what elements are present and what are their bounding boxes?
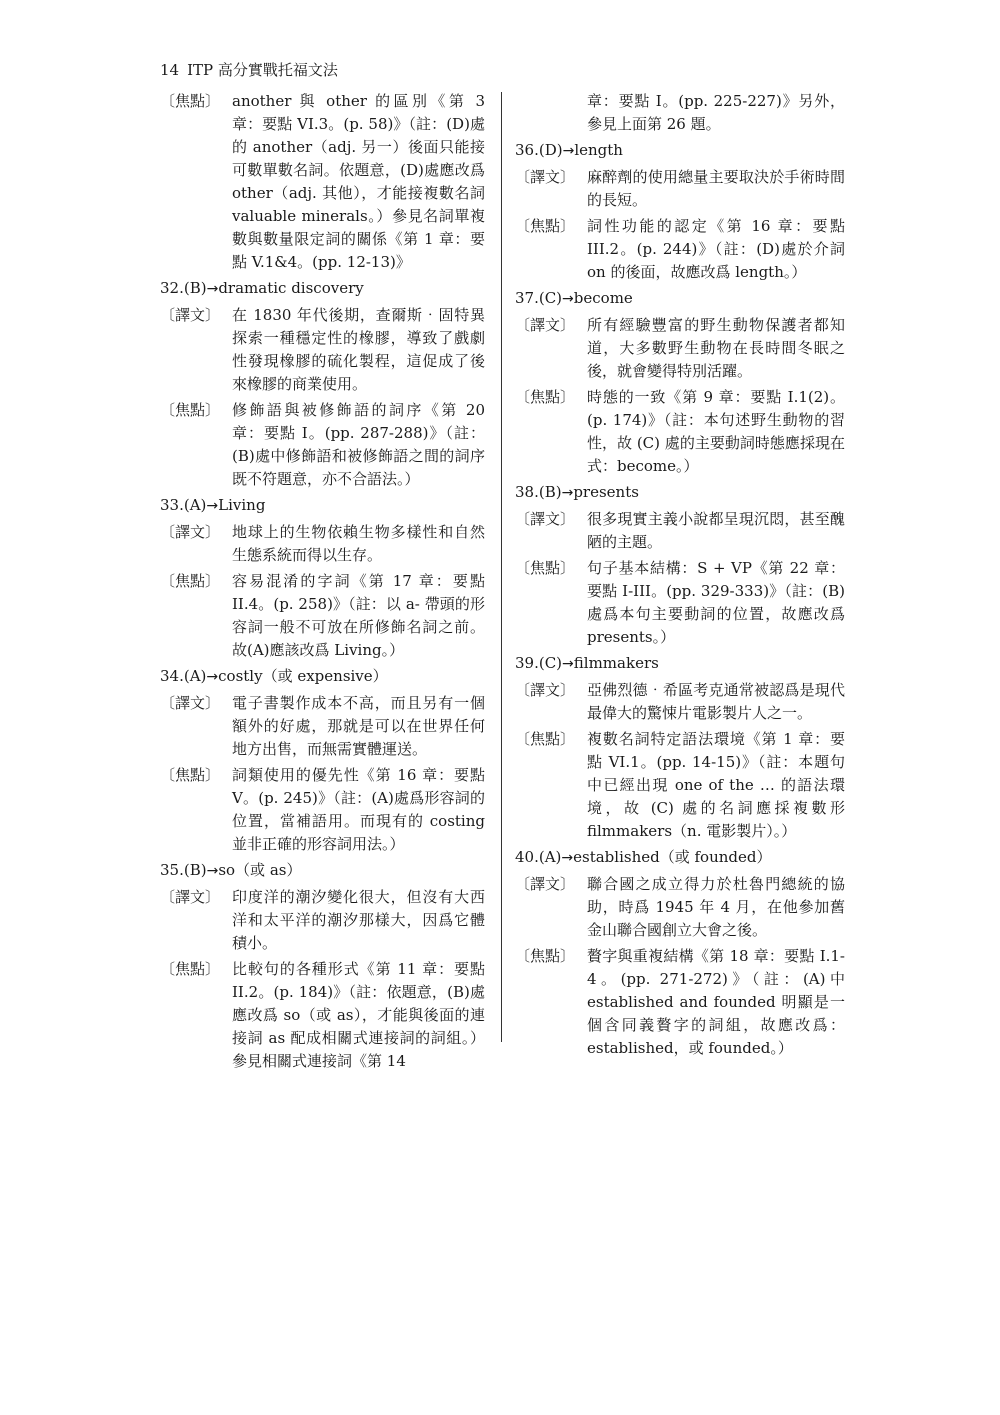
translation-tag: 〔譯文〕 (515, 168, 576, 186)
focus-entry (160, 764, 485, 856)
translation-text: 麻醉劑的使用總量主要取決於手術時間的長短。 (587, 168, 845, 209)
focus-tag: 〔焦點〕 (515, 388, 576, 406)
focus-text: 詞性功能的認定《第 16 章：要點 III.2。(p. 244)》（註：(D)處於介詞 on 的後面，故應改爲 length。） (587, 217, 845, 281)
translation-entry (160, 304, 485, 396)
page-header (160, 58, 338, 82)
translation-tag: 〔譯文〕 (160, 306, 221, 324)
arrow-icon: → (206, 498, 219, 514)
translation-tag: 〔譯文〕 (515, 875, 576, 893)
item-number: 37.(C) (515, 289, 563, 307)
arrow-icon: → (561, 485, 574, 501)
page-number: 14 (160, 61, 180, 79)
answer-heading (160, 859, 485, 883)
answer-item-34 (160, 665, 485, 856)
correct-answer: become (573, 289, 633, 307)
correct-answer: Living (218, 496, 266, 514)
focus-entry (515, 557, 845, 649)
focus-tag: 〔焦點〕 (515, 559, 576, 577)
translation-text: 聯合國之成立得力於杜魯門總統的協助，時爲 1945 年 4 月，在他參加舊金山聯合國創立大會之後。 (587, 875, 845, 939)
answer-heading (515, 846, 845, 870)
focus-text: 贅字與重複結構《第 18 章：要點 I.1-4。(pp. 271-272)》（註：(A)中 established and founded 明顯是一個含同義贅字的詞組，故應改爲：established，或 founded。） (587, 947, 845, 1057)
focus-tag: 〔焦點〕 (515, 947, 576, 965)
focus-text: 時態的一致《第 9 章：要點 I.1(2)。(p. 174)》（註：本句述野生動物的習性，故 (C) 處的主要動詞時態應採現在式：become。） (587, 388, 845, 475)
focus-tag: 〔焦點〕 (160, 92, 221, 110)
answer-item-37 (515, 287, 845, 478)
correct-answer: established（或 founded） (573, 848, 772, 866)
focus-entry (515, 386, 845, 478)
translation-tag: 〔譯文〕 (160, 694, 221, 712)
answer-item-35 (160, 859, 485, 1073)
translation-text: 在 1830 年代後期，查爾斯‧固特異探索一種穩定性的橡膠，導致了戲劇性發現橡膠的硫化製程，這促成了後來橡膠的商業使用。 (232, 306, 485, 393)
right-column (515, 90, 845, 1063)
focus-entry (515, 945, 845, 1060)
focus-entry (160, 958, 485, 1073)
translation-entry (160, 886, 485, 955)
translation-entry (515, 508, 845, 554)
item-number: 32.(B) (160, 279, 207, 297)
translation-entry (160, 692, 485, 761)
translation-text: 很多現實主義小說都呈現沉悶，甚至醜陋的主題。 (587, 510, 845, 551)
translation-tag: 〔譯文〕 (160, 888, 221, 906)
arrow-icon: → (206, 863, 219, 879)
answer-item-38 (515, 481, 845, 649)
focus-entry (515, 215, 845, 284)
answer-heading (515, 287, 845, 311)
item-number: 38.(B) (515, 483, 562, 501)
answer-item-32 (160, 277, 485, 491)
focus-tag: 〔焦點〕 (160, 960, 221, 978)
focus-text: 句子基本結構：S + VP《第 22 章：要點 I-III。(pp. 329-333)》（註：(B)處爲本句主要動詞的位置，故應改爲 presents。） (587, 559, 845, 646)
correct-answer: costly（或 expensive） (218, 667, 388, 685)
answer-item-40 (515, 846, 845, 1060)
translation-entry (515, 166, 845, 212)
correct-answer: filmmakers (573, 654, 659, 672)
focus-tag: 〔焦點〕 (160, 766, 221, 784)
answer-heading (515, 652, 845, 676)
focus-text: 比較句的各種形式《第 11 章：要點 II.2。(p. 184)》（註：依題意，(B)處應改爲 so（或 as），才能與後面的連接詞 as 配成相關式連接詞的詞組。）參見相關式連接詞《第 14 (232, 960, 485, 1070)
correct-answer: dramatic discovery (218, 279, 364, 297)
answer-item-36 (515, 139, 845, 284)
item-number: 36.(D) (515, 141, 563, 159)
translation-tag: 〔譯文〕 (515, 510, 576, 528)
correct-answer: presents (573, 483, 639, 501)
translation-tag: 〔譯文〕 (515, 681, 576, 699)
focus-entry (160, 399, 485, 491)
focus-text: 詞類使用的優先性《第 16 章：要點 V。(p. 245)》（註：(A)處爲形容詞的位置，當補語用。而現有的 costing 並非正確的形容詞用法。） (232, 766, 485, 853)
arrow-icon: → (561, 850, 574, 866)
answer-item-39 (515, 652, 845, 843)
book-title: ITP 高分實戰托福文法 (187, 61, 338, 79)
focus-entry (515, 728, 845, 843)
translation-entry (515, 873, 845, 942)
focus-tag: 〔焦點〕 (160, 401, 221, 419)
answer-heading (160, 665, 485, 689)
arrow-icon: → (562, 656, 574, 672)
translation-text: 所有經驗豐富的野生動物保護者都知道，大多數野生動物在長時間冬眠之後，就會變得特別活躍。 (587, 316, 845, 380)
focus-text: 修飾語與被修飾語的詞序《第 20 章：要點 I。(pp. 287-288)》（註：(B)處中修飾語和被修飾語之間的詞序既不符題意，亦不合語法。） (232, 401, 485, 488)
focus-text: another 與 other 的區別《第 3 章：要點 VI.3。(p. 58)》（註：(D)處的 another（adj. 另一）後面只能接可數單數名詞。依題意，(D)處應改爲 other（adj. 其他），才能接複數名詞 valuable minerals。）參見名詞單複數與數量限定詞的關係《第 1 章：要點 V.1&4。(pp. 12-13)》 (232, 92, 485, 271)
translation-tag: 〔譯文〕 (515, 316, 576, 334)
translation-text: 地球上的生物依賴生物多樣性和自然生態系統而得以生存。 (232, 523, 485, 564)
continued-text: 章：要點 I。(pp. 225-227)》另外，參見上面第 26 題。 (587, 92, 845, 133)
left-column (160, 90, 485, 1076)
answer-item-33 (160, 494, 485, 662)
item-number: 39.(C) (515, 654, 563, 672)
focus-tag: 〔焦點〕 (515, 730, 576, 748)
focus-entry (160, 570, 485, 662)
translation-entry (160, 521, 485, 567)
answer-heading (160, 277, 485, 301)
focus-entry (160, 90, 485, 274)
correct-answer: so（或 as） (218, 861, 302, 879)
translation-entry (515, 679, 845, 725)
focus-tag: 〔焦點〕 (515, 217, 576, 235)
translation-entry (515, 314, 845, 383)
item-number: 40.(A) (515, 848, 562, 866)
column-divider (501, 92, 502, 1042)
translation-text: 亞佛烈德‧希區考克通常被認爲是現代最偉大的驚悚片電影製片人之一。 (587, 681, 845, 722)
answer-heading (515, 139, 845, 163)
item-number: 33.(A) (160, 496, 207, 514)
answer-heading (515, 481, 845, 505)
arrow-icon: → (562, 291, 574, 307)
translation-text: 印度洋的潮汐變化很大，但沒有大西洋和太平洋的潮汐那樣大，因爲它體積小。 (232, 888, 485, 952)
focus-tag: 〔焦點〕 (160, 572, 221, 590)
item-number: 34.(A) (160, 667, 207, 685)
item-number: 35.(B) (160, 861, 207, 879)
translation-tag: 〔譯文〕 (160, 523, 221, 541)
arrow-icon: → (206, 669, 219, 685)
translation-text: 電子書製作成本不高，而且另有一個額外的好處，那就是可以在世界任何地方出售，而無需實體運送。 (232, 694, 485, 758)
answer-heading (160, 494, 485, 518)
arrow-icon: → (206, 281, 219, 297)
focus-text: 複數名詞特定語法環境《第 1 章：要點 VI.1。(pp. 14-15)》（註：本題句中已經出現 one of the … 的語法環境，故 (C) 處的名詞應採複數形 filmmakers（n. 電影製片）。） (587, 730, 845, 840)
focus-text: 容易混淆的字詞《第 17 章：要點 II.4。(p. 258)》（註：以 a- 帶頭的形容詞一般不可放在所修飾名詞之前。故(A)應該改爲 Living。） (232, 572, 485, 659)
arrow-icon: → (562, 143, 575, 159)
correct-answer: length (574, 141, 623, 159)
